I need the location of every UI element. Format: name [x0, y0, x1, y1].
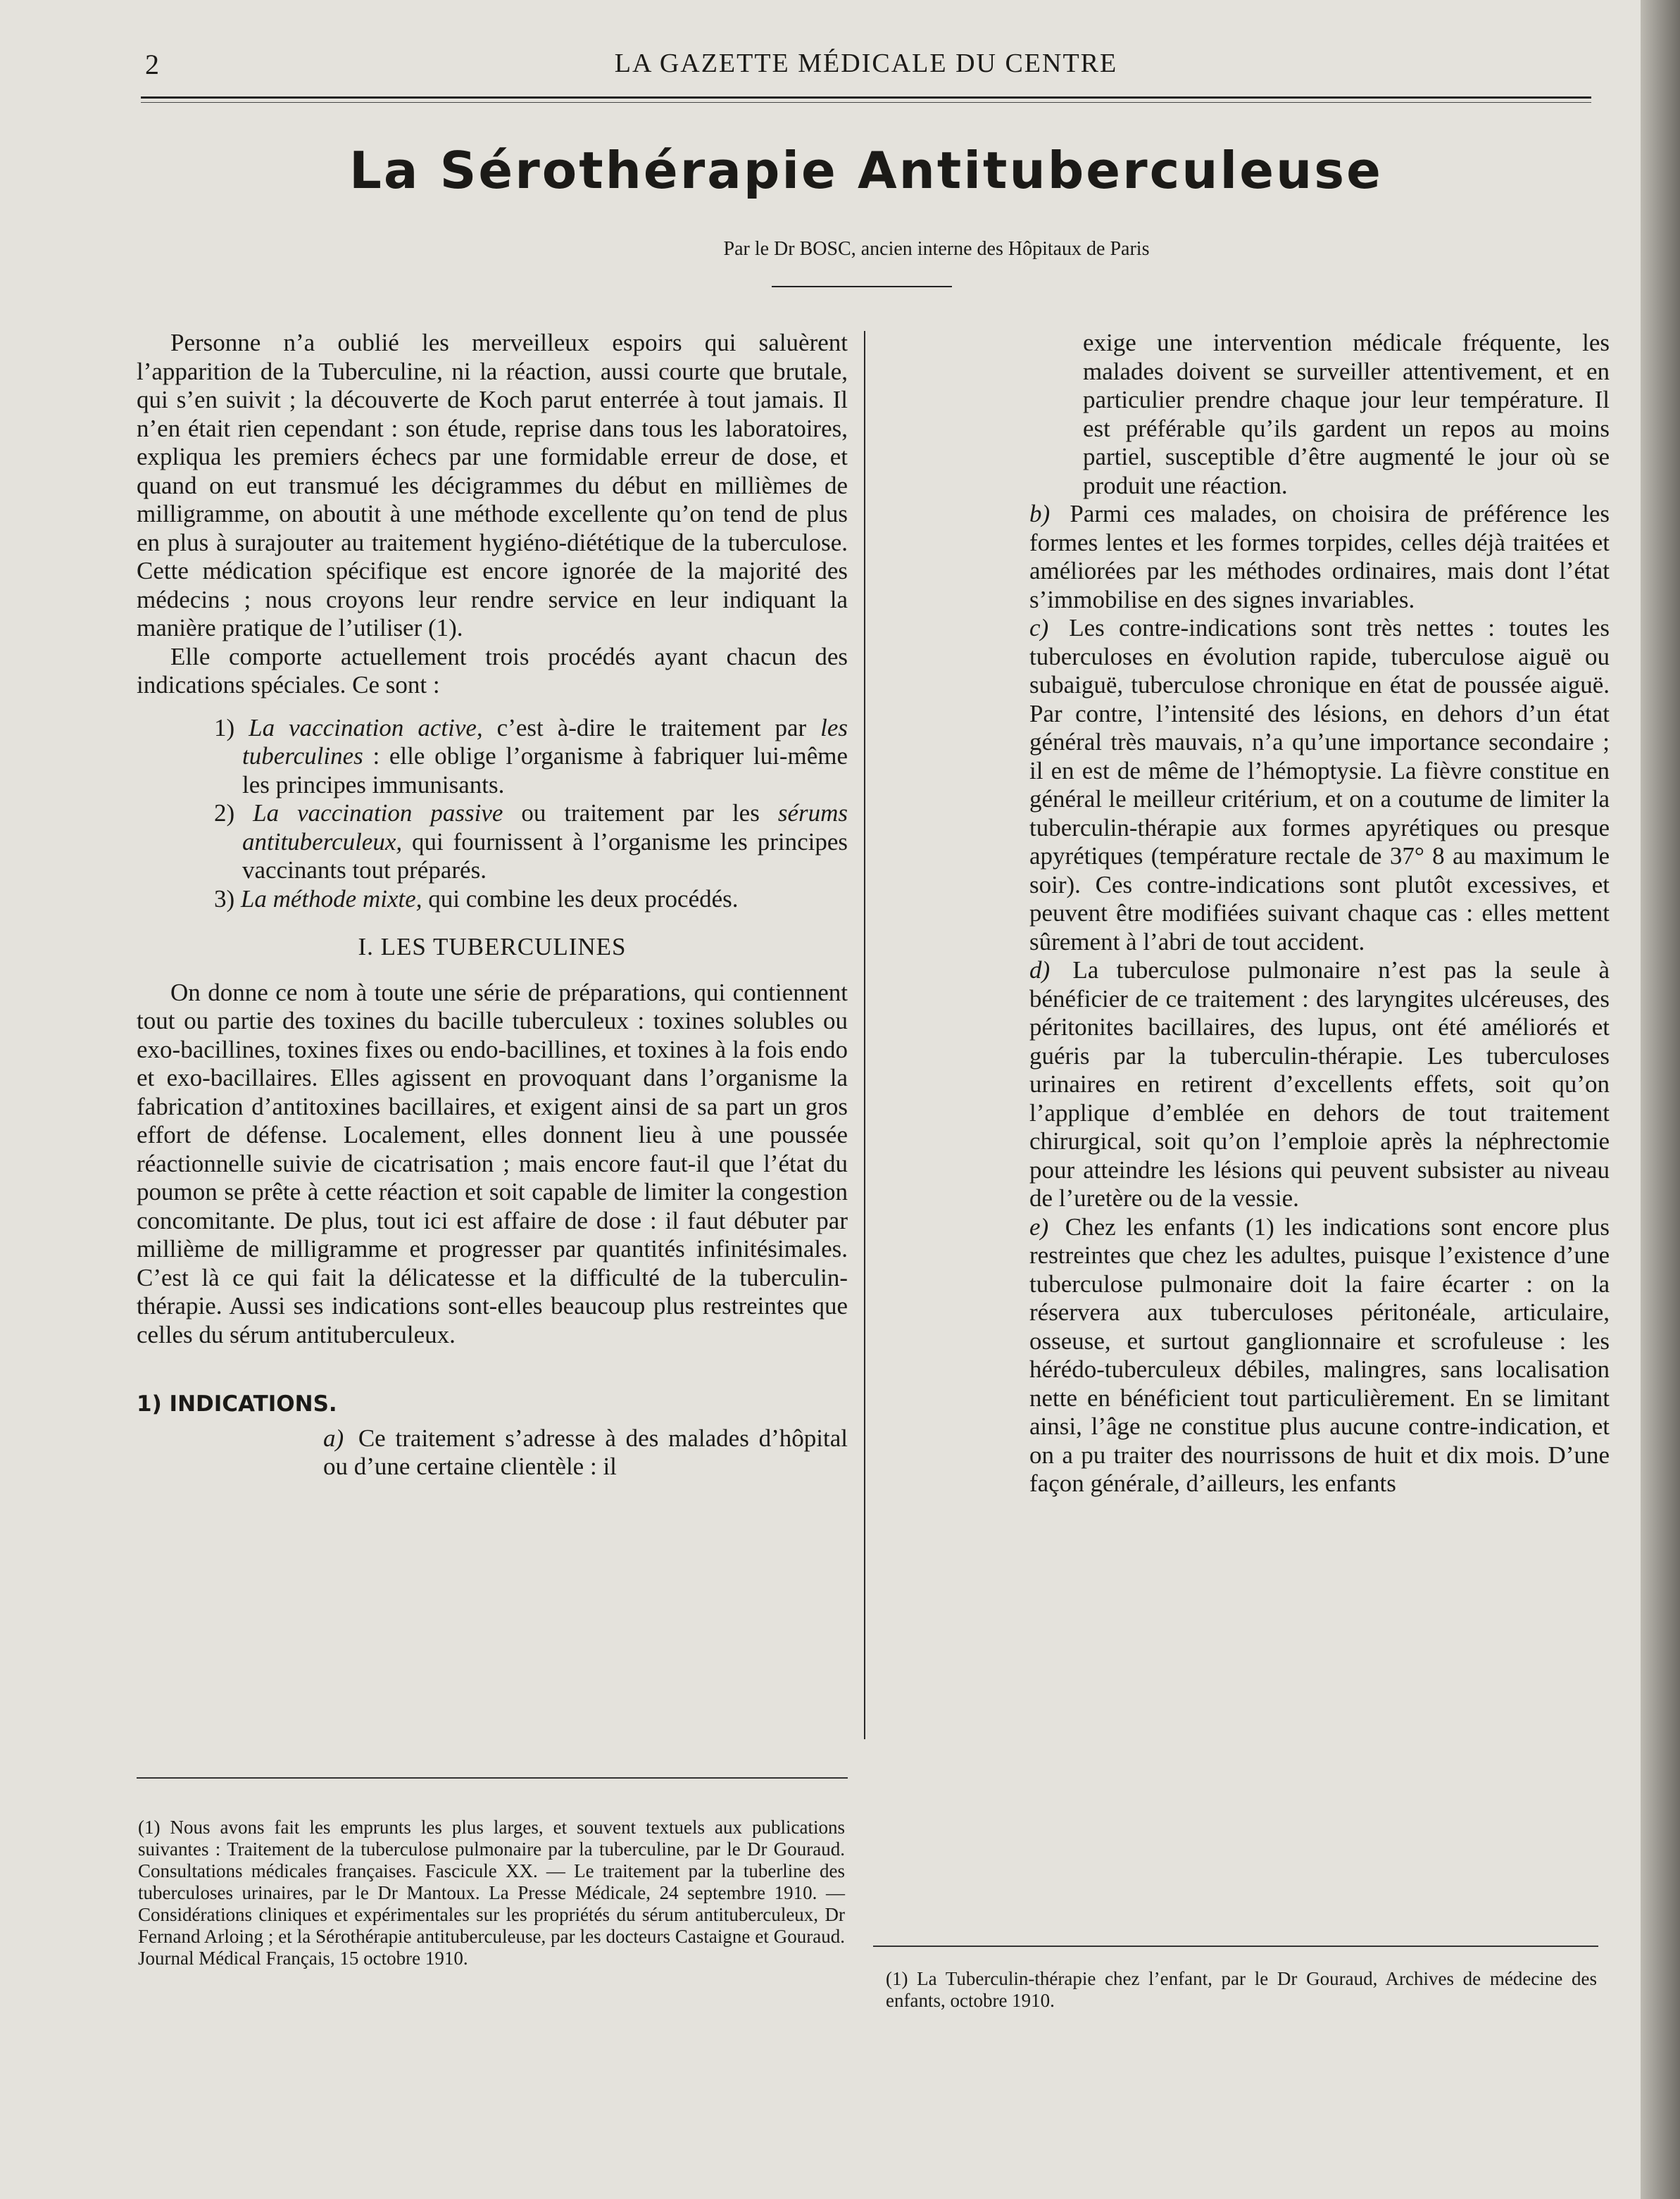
journal-title: LA GAZETTE MÉDICALE DU CENTRE [614, 49, 1118, 78]
list-item: e) Chez les enfants (1) les indications sont encore plus restreintes que chez les adultes, puisque l’existence d’une tuberculose pulmonaire doit la faire écarter : on la réservera aux tuberculoses péritonéale, articulaire, osseuse, et surtout ganglionnaire et scrofuleuse : les hérédo-tuberculeux débiles, malingres, sans localisation nette en bénéficient tout particulièrement. En se limitant ainsi, l’âge ne constitue plus aucune contre-indication, et on a pu traiter des nourrissons de huit et dix mois. D’une façon générale, d’ailleurs, les enfants [1029, 1213, 1610, 1497]
subsection-heading: 1) INDICATIONS. [137, 1391, 337, 1417]
section-body: On donne ce nom à toute une série de préparations, qui contiennent tout ou partie des toxines du bacille tuberculeux : toxines solubles ou exo-bacillines, toxines fixes ou endo-bacillines, et toxines à la fois endo et exo-bacillaires. Elles agissent en provoquant dans l’organisme la fabrication d’antitoxines bacillaires, et exigent ainsi de sa part un gros effort de défense. Localement, elles donnent lieu à une poussée réactionnelle suivie de cicatrisation ; mais encore faut-il que l’état du poumon se prête à cette réaction et soit capable de limiter la congestion concomitante. De plus, tout ici est affaire de dose : il faut débuter par millième de milligramme et progresser par quantités infinitésimales. C’est là ce qui fait la délicatesse et la difficulté de la tuberculin-thérapie. Aussi ses indications sont-elles beaucoup plus restreintes que celles du sérum antituberculeux. [137, 978, 848, 1348]
procedure-item: 2) La vaccination passive ou traitement par les sérums antituberculeux, qui fournissent à l’organisme les principes vaccinants tout préparés. [214, 799, 848, 884]
title-divider [772, 286, 952, 287]
intro-paragraph: Personne n’a oublié les merveilleux espoirs qui saluèrent l’apparition de la Tuberculine, ni la réaction, aussi courte que brutale, qui s’en suivit ; la découverte de Koch parut enterrée à tout jamais. Il n’en était rien cependant : son étude, reprise dans tous les laboratoires, expliqua les premiers échecs par une formidable erreur de dose, et quand on eut transmué les décigrammes du début en millièmes de milligramme, on aboutit à une méthode excellente qu’on tend de plus en plus à surajouter au traitement hygiéno-diététique de la tuberculose. Cette médication spécifique est encore ignorée de la majorité des médecins ; nous croyons leur rendre service en leur indiquant la manière pratique de l’utiliser (1). [137, 329, 848, 641]
procedures-list [137, 714, 848, 914]
item-a: a) Ce traitement s’adresse à des malades d’hôpital ou d’une certaine clientèle : il [323, 1424, 848, 1480]
header-rule-thin [141, 102, 1591, 103]
right-column [1029, 329, 1610, 1498]
footnote-right: (1) La Tuberculin-thérapie chez l’enfant, par le Dr Gouraud, Archives de médecine des enfants, octobre 1910. [886, 1968, 1597, 2011]
procedure-item: 3) La méthode mixte, qui combine les deux procédés. [214, 884, 739, 913]
section-heading: I. LES TUBERCULINES [358, 933, 627, 960]
article-title: La Sérothérapie Antituberculeuse [349, 141, 1383, 200]
footnote-left: (1) Nous avons fait les emprunts les plus larges, et souvent textuels aux publications suivantes : Traitement de la tuberculose pulmonaire par la tuberculine, par le Dr Gouraud. Consultations médicales françaises. Fascicule XX. — Le traitement par la tuberline des tuberculoses urinaires, par le Dr Mantoux. La Presse Médicale, 24 septembre 1910. — Considérations cliniques et expérimentales sur les propriétés du sérum antituberculeux, Dr Fernand Arloing ; et la Sérothérapie antituberculeuse, par les docteurs Castaigne et Gouraud. Journal Médical Français, 15 octobre 1910. [138, 1817, 845, 1969]
page-edge [1641, 0, 1680, 2199]
procedure-item: 1) La vaccination active, c’est à-dire le traitement par les tuberculines : elle oblige l’organisme à fabriquer lui-même les principes immunisants. [214, 713, 848, 798]
list-item: b) Parmi ces malades, on choisira de préférence les formes lentes et les formes torpides, celles déjà traitées et améliorées par les méthodes ordinaires, mais dont l’état s’immobilise en des signes invariables. [1029, 500, 1610, 613]
list-item: d) La tuberculose pulmonaire n’est pas la seule à bénéficier de ce traitement : des laryngites ulcéreuses, des péritonites bacillaires, des lupus, ont été améliorés et guéris par la tuberculin-thérapie. Les tuberculoses urinaires en retirent d’excellents effets, soit qu’on l’applique d’emblée en dehors de tout traitement chirurgical, soit qu’on l’emploie après la néphrectomie pour atteindre les lésions qui peuvent subsister au niveau de l’uretère ou de la vessie. [1029, 956, 1610, 1212]
footnote-rule-left [137, 1777, 848, 1779]
column-divider [864, 331, 865, 1739]
continuation-paragraph: exige une intervention médicale fréquente, les malades doivent se surveiller attentivement, et en particulier prendre chaque jour leur température. Il est préférable qu’ils gardent un repos au moins partiel, susceptible d’être augmenté le jour où se produit une réaction. [1083, 329, 1610, 499]
left-column [137, 329, 848, 1481]
footnote-rule-right [873, 1946, 1598, 1947]
procedures-intro: Elle comporte actuellement trois procédés ayant chacun des indications spéciales. Ce sont : [137, 642, 848, 698]
page-number: 2 [145, 49, 159, 80]
article-byline: Par le Dr BOSC, ancien interne des Hôpitaux de Paris [723, 238, 1150, 260]
header-rule [141, 96, 1591, 99]
list-item: c) Les contre-indications sont très nettes : toutes les tuberculoses en évolution rapide, tuberculose aiguë ou subaiguë, tuberculose chronique en état de poussée aiguë. Par contre, l’intensité des lésions, en dehors d’un état général très mauvais, n’a qu’une importance secondaire ; il en est de même de l’hémoptysie. La fièvre constitue en général le meilleur critérium, et on a coutume de limiter la tuberculin-thérapie aux formes apyrétiques ou presque apyrétiques (température rectale de 37° 8 au maximum le soir). Ces contre-indications sont plutôt excessives, et peuvent être modifiées suivant chaque cas : elles mettent sûrement à l’abri de tout accident. [1029, 614, 1610, 956]
page-header [141, 44, 1591, 86]
